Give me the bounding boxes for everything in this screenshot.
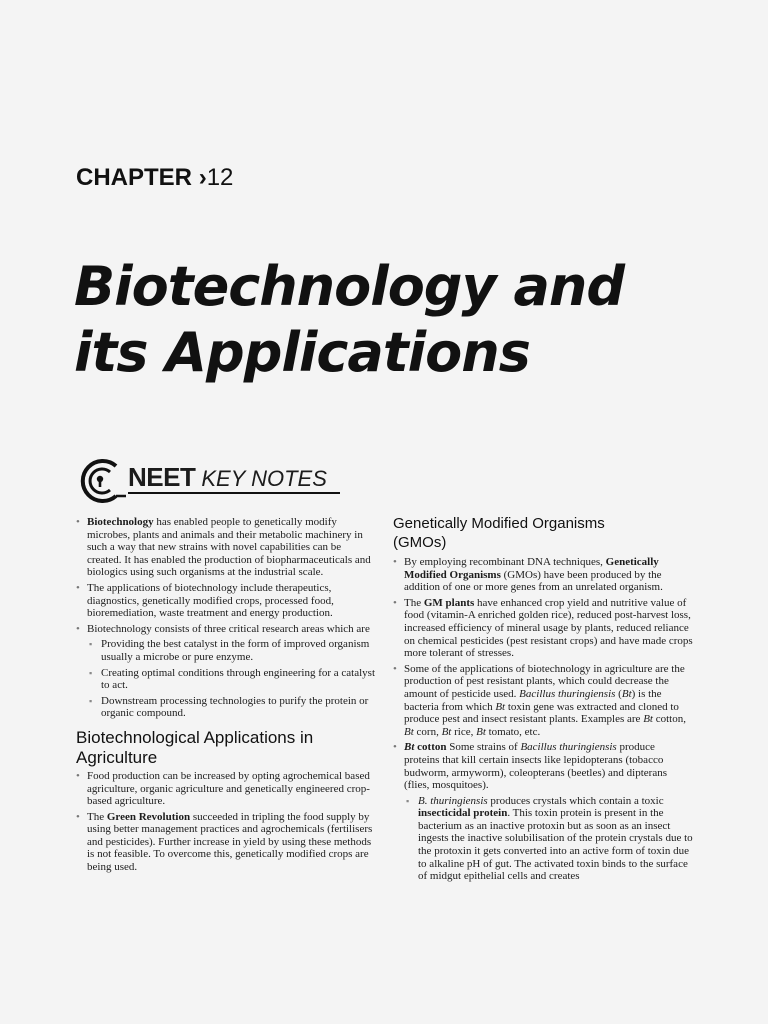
list-item: • The GM plants have enhanced crop yield and nutritive value of food (vitamin-A enriched golden rice), reduced post-harvest loss, increased efficiency of mineral usage by plants, reduced reliance on chemical pesticides (pest resistant crops) and have made crops more tolerant of stresses. [393, 597, 693, 660]
chevron-right-icon: › [198, 164, 207, 191]
list-item: • Food production can be increased by opting agrochemical based agriculture, organic agriculture and genetically engineered crop-based agriculture. [76, 770, 376, 808]
section-heading: Biotechnological Applications in Agriculture [76, 727, 314, 767]
list-item: • Bt cotton Some strains of Bacillus thuringiensis produce proteins that kill certain insects like lepidopterans (tobacco budworm, armyworm), coleopterans (beetles) and dipterans (flies, mosquitoes). [393, 741, 693, 791]
left-column [76, 516, 376, 877]
keyhole-icon [76, 458, 126, 504]
list-item: • By employing recombinant DNA techniques, Genetically Modified Organisms (GMOs) have been produced by the addition of one or more genes from an unrelated organism. [393, 556, 693, 594]
list-item: • Biotechnology consists of three critical research areas which are [76, 623, 376, 636]
chapter-word: CHAPTER [76, 164, 193, 191]
chapter-title [74, 254, 714, 386]
neet-key-notes-banner [76, 458, 346, 504]
title-line-1: Biotechnology and [74, 255, 624, 318]
list-item: • The applications of biotechnology include therapeutics, diagnostics, genetically modified crops, processed food, bioremediation, waste treatment and energy production. [76, 582, 376, 620]
section-heading: Genetically Modified Organisms (GMOs) [393, 515, 605, 551]
sub-list-item: ▪ Creating optimal conditions through engineering for a catalyst to act. [76, 667, 376, 692]
list-item: • The Green Revolution succeeded in tripling the food supply by using better management practices and agrochemicals (fertilisers and pesticides). Further increase in yield by using these methods is not feasible. To overcome this, genetically modified crops are being used. [76, 811, 376, 874]
list-item: • Some of the applications of biotechnology in agriculture are the production of pest resistant plants, which could decrease the amount of pesticide used. Bacillus thuringiensis (Bt) is the bacteria from which Bt toxin gene was extracted and cloned to produce pest and insect resistant plants. Examples are Bt cotton, Bt corn, Bt rice, Bt tomato, etc. [393, 663, 693, 739]
right-column [393, 514, 693, 886]
chapter-number: 12 [206, 164, 234, 191]
title-line-2: its Applications [74, 321, 530, 384]
list-item: • Biotechnology has enabled people to genetically modify microbes, plants and animals and their metabolic machinery in such a way that new strains with novel capabilities can be created. It has enabled the production of biopharmaceuticals and biologics using such organisms at the industrial scale. [76, 516, 376, 579]
sub-list-item: ▪ B. thuringiensis produces crystals which contain a toxic insecticidal protein. This toxin protein is present in the bacterium as an inactive protoxin but as soon as an insect ingests the inactive solubilisation of the protein crystals due to the protoxin it gets converted into an active form of toxin due to alkaline pH of gut. The activated toxin binds to the surface of midgut epithelial cells and creates [393, 795, 693, 883]
chapter-label [76, 164, 233, 192]
key-notes-underline [128, 492, 340, 494]
neet-label: NEET [128, 462, 196, 492]
sub-list-item: ▪ Downstream processing technologies to purify the protein or organic compound. [76, 695, 376, 720]
key-notes-label: KEY NOTES [201, 466, 327, 491]
sub-list-item: ▪ Providing the best catalyst in the form of improved organism usually a microbe or pure enzyme. [76, 638, 376, 663]
